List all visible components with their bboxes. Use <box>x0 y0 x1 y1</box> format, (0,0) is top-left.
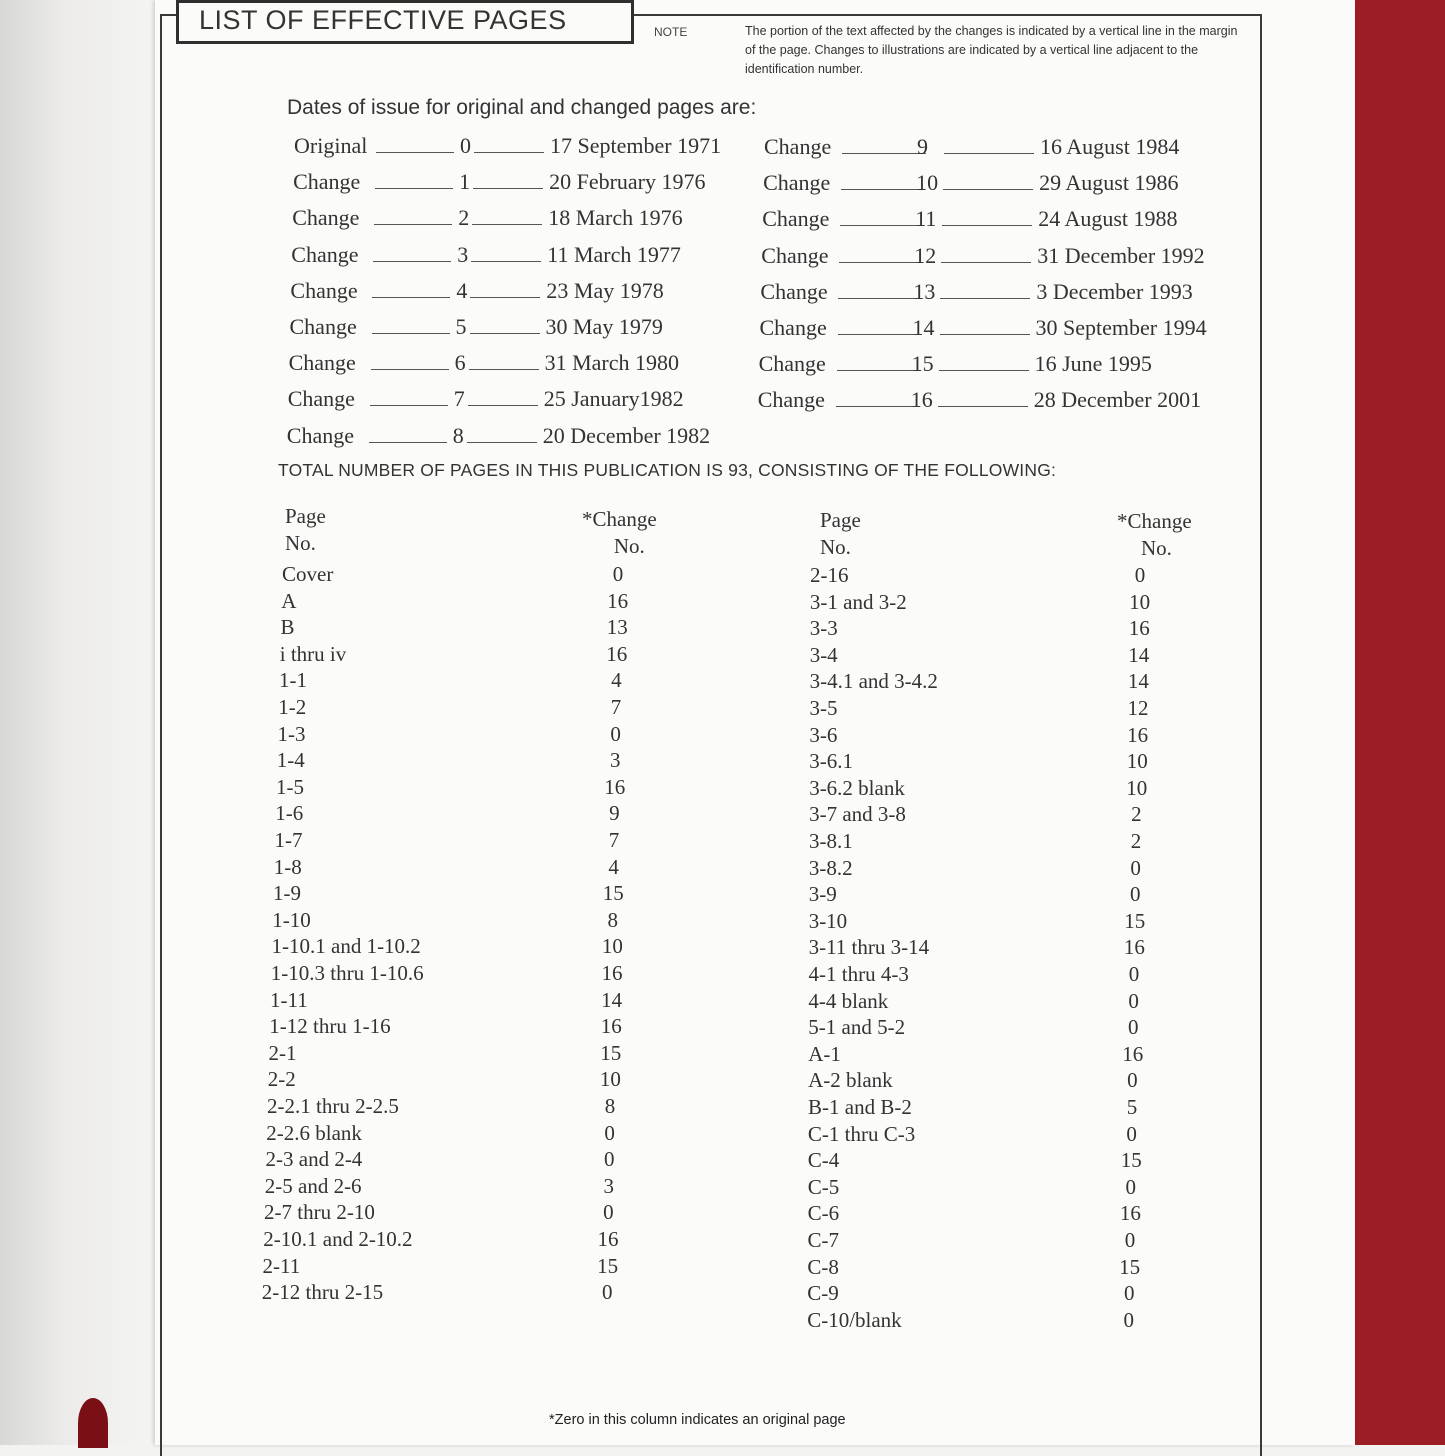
page-number-cell: 4-1 thru 4-3 <box>808 962 909 986</box>
date-row <box>762 206 1232 236</box>
change-number-cell: 15 <box>602 881 624 906</box>
change-label: Change <box>290 277 358 303</box>
page-number-cell: 2-5 and 2-6 <box>264 1173 362 1198</box>
leader-line <box>467 442 537 443</box>
issue-date: 31 December 1992 <box>1037 242 1205 268</box>
change-number-cell: 4 <box>608 854 619 879</box>
page-number-cell: 1-10 <box>272 907 311 932</box>
date-row <box>294 133 764 163</box>
change-number: 4 <box>456 277 468 303</box>
change-number-cell: 15 <box>1124 908 1146 933</box>
leader-line <box>940 298 1030 299</box>
date-row <box>764 134 1234 164</box>
change-number: 0 <box>460 133 471 158</box>
page-number-cell: 5-1 and 5-2 <box>808 1015 906 1040</box>
change-number-cell: 0 <box>1130 855 1141 880</box>
change-number-cell: 0 <box>612 562 624 586</box>
change-number-cell: 0 <box>604 1120 615 1145</box>
change-number-cell: 10 <box>1126 749 1148 774</box>
change-number: 1 <box>459 169 471 195</box>
change-label: Change <box>759 315 827 340</box>
change-number-cell: 16 <box>1122 1041 1144 1066</box>
leader-line <box>838 298 922 299</box>
page-number-cell: 3-7 and 3-8 <box>809 802 906 827</box>
date-row <box>758 387 1228 417</box>
leader-line <box>470 333 540 334</box>
change-label: Change <box>757 387 825 413</box>
change-number-cell: 0 <box>1123 1281 1135 1306</box>
left-page-header <box>285 503 326 557</box>
change-label: Change <box>758 351 826 377</box>
page-number-cell: 2-2 <box>267 1067 296 1092</box>
left-page-header-line2: No. <box>285 531 316 555</box>
change-number: 9 <box>917 134 928 159</box>
date-row <box>292 205 762 235</box>
change-label: Change <box>763 170 831 196</box>
page-number-cell: C-10/blank <box>807 1307 902 1332</box>
page-number-cell: 3-6 <box>809 722 838 747</box>
change-number-cell: 16 <box>606 641 628 666</box>
change-number-cell: 8 <box>604 1094 616 1118</box>
issue-date: 20 February 1976 <box>549 169 706 195</box>
date-row <box>759 351 1229 381</box>
page-number-cell: 1-5 <box>276 774 304 799</box>
leader-line <box>842 153 926 154</box>
change-number-cell: 7 <box>610 695 622 719</box>
page-number-cell: 2-10.1 and 2-10.2 <box>263 1227 413 1251</box>
leader-line <box>373 261 451 262</box>
change-number-cell: 12 <box>1127 696 1149 720</box>
page-number-cell: 2-2.1 thru 2-2.5 <box>267 1094 399 1118</box>
change-number-cell: 16 <box>1127 722 1149 747</box>
change-number-cell: 14 <box>601 987 623 1012</box>
change-label: Change <box>293 169 361 195</box>
page-number-cell: C-1 thru C-3 <box>807 1121 916 1146</box>
change-number-cell: 3 <box>609 748 621 773</box>
page-number-cell: A-1 <box>808 1041 841 1066</box>
change-number: 10 <box>916 170 939 196</box>
change-number-cell: 10 <box>1129 589 1151 614</box>
change-number-cell: 15 <box>597 1253 619 1278</box>
leader-line <box>468 405 538 406</box>
change-number-cell: 16 <box>604 774 626 799</box>
page-number-cell: C-6 <box>807 1201 840 1226</box>
change-number-cell: 10 <box>601 934 623 959</box>
leader-line <box>470 297 540 298</box>
date-row <box>760 279 1230 309</box>
page-number-cell: C-7 <box>807 1228 839 1252</box>
right-page-header-line1: Page <box>820 508 861 532</box>
date-row <box>291 242 761 272</box>
page-number-cell: 3-10 <box>808 908 848 933</box>
leader-line <box>372 297 450 298</box>
change-number-cell: 0 <box>603 1200 614 1225</box>
change-number-cell: 0 <box>610 721 621 746</box>
page-number-cell: B <box>280 615 295 640</box>
change-number-cell: 15 <box>1119 1254 1141 1279</box>
note-text: The portion of the text affected by the changes is indicated by a vertical line in the margin of the page. Changes to illustrations are indicated by a vertical line adjacent to the identification number. <box>745 24 1238 76</box>
page-number-cell: C-4 <box>807 1148 840 1173</box>
leader-line <box>841 189 925 190</box>
page-number-cell: 2-2.6 blank <box>266 1120 362 1145</box>
issue-date: 18 March 1976 <box>548 205 683 231</box>
change-number-cell: 16 <box>1123 935 1145 960</box>
change-number-cell: 0 <box>1128 962 1140 986</box>
change-number-cell: 0 <box>1127 1015 1139 1040</box>
page-number-cell: 3-4.1 and 3-4.2 <box>809 669 938 694</box>
binder-clip <box>78 1398 108 1448</box>
change-number-cell: 0 <box>1125 1174 1137 1199</box>
page-number-cell: 1-3 <box>277 721 306 746</box>
leader-line <box>942 225 1032 226</box>
change-number-cell: 13 <box>606 615 628 640</box>
leader-line <box>939 370 1029 371</box>
issue-date: 17 September 1971 <box>550 133 722 158</box>
issue-date: 3 December 1993 <box>1036 278 1193 304</box>
total-pages-statement: TOTAL NUMBER OF PAGES IN THIS PUBLICATION IS 93, CONSISTING OF THE FOLLOWING: <box>278 460 1057 480</box>
leader-line <box>839 262 923 263</box>
change-number-cell: 14 <box>1128 642 1150 667</box>
change-number-cell: 16 <box>1128 616 1150 641</box>
date-row <box>289 350 759 380</box>
page-number-cell: 4-4 blank <box>808 988 889 1013</box>
leader-line <box>474 152 544 153</box>
change-label: Original <box>294 133 368 158</box>
leader-line <box>941 262 1031 263</box>
page-number-cell: 3-9 <box>808 882 837 907</box>
leader-line <box>940 334 1030 335</box>
page-number-cell: 1-10.1 and 1-10.2 <box>271 934 421 959</box>
page-number-cell: 1-2 <box>278 695 307 719</box>
page-number-cell: 1-12 thru 1-16 <box>269 1014 391 1039</box>
change-number-cell: 9 <box>609 801 620 826</box>
date-row <box>288 386 758 416</box>
page-title: LIST OF EFFECTIVE PAGES <box>199 5 567 35</box>
change-label: Change <box>761 242 829 268</box>
change-number-cell: 16 <box>600 1014 622 1039</box>
page-number-cell: C-8 <box>807 1254 839 1279</box>
page-number-cell: 3-8.2 <box>808 855 853 880</box>
leader-line <box>473 188 543 189</box>
change-number-cell: 16 <box>601 961 623 985</box>
page-number-cell: Cover <box>282 562 334 586</box>
change-number: 5 <box>455 314 467 339</box>
leader-line <box>938 406 1028 407</box>
leader-line <box>370 405 448 406</box>
issue-date: 20 December 1982 <box>542 422 711 448</box>
leader-line <box>371 369 449 370</box>
change-number-cell: 16 <box>1119 1201 1141 1226</box>
date-row <box>287 423 757 453</box>
page-number-cell: 3-5 <box>809 696 838 720</box>
right-change-header <box>1117 508 1192 562</box>
page-number-cell: 2-11 <box>262 1253 301 1278</box>
issue-date: 31 March 1980 <box>544 350 680 376</box>
change-label: Change <box>760 278 828 304</box>
page-number-cell: 1-6 <box>275 801 304 826</box>
page-number-cell: 1-4 <box>276 748 305 773</box>
page-number-cell: 3-6.2 blank <box>809 775 905 800</box>
page-number-cell: C-9 <box>807 1281 839 1306</box>
issue-date: 11 March 1977 <box>547 241 681 267</box>
change-number-cell: 16 <box>607 588 629 613</box>
leader-line <box>369 442 447 443</box>
page-number-cell: 1-10.3 thru 1-10.6 <box>270 961 424 985</box>
leader-line <box>471 261 541 262</box>
page-number-cell: 1-11 <box>270 987 308 1012</box>
issue-date: 16 August 1984 <box>1040 134 1180 159</box>
change-label: Change <box>288 350 356 376</box>
change-label: Change <box>764 134 832 159</box>
page-number-cell: i thru iv <box>279 641 347 666</box>
date-row <box>290 314 760 344</box>
leader-line <box>376 152 454 153</box>
background-red-surface <box>1350 0 1445 1445</box>
change-number: 3 <box>457 241 469 267</box>
date-row <box>763 170 1233 200</box>
change-label: Change <box>289 314 357 339</box>
change-number-cell: 0 <box>1127 1068 1138 1093</box>
date-row <box>760 315 1230 345</box>
left-change-header-line2: No. <box>613 534 645 558</box>
page-number-cell: 3-4 <box>809 642 838 667</box>
page-stack-edge <box>0 0 160 1445</box>
change-label: Change <box>291 241 359 267</box>
issue-date: 30 May 1979 <box>545 314 663 339</box>
change-number: 15 <box>911 351 934 377</box>
page-number-cell: 3-8.1 <box>809 829 853 853</box>
page-number-cell: 1-9 <box>273 881 301 906</box>
right-change-header-line1: *Change <box>1117 509 1192 533</box>
page-number-cell: 3-11 thru 3-14 <box>808 935 930 960</box>
change-label: Change <box>287 386 355 412</box>
change-number-cell: 14 <box>1127 669 1149 694</box>
change-number-cell: 10 <box>599 1067 621 1092</box>
change-number-cell: 2 <box>1131 802 1142 827</box>
page-number-cell: 1-7 <box>274 828 303 852</box>
change-number: 14 <box>912 315 935 340</box>
change-number-cell: 7 <box>608 828 620 852</box>
change-number-cell: 10 <box>1126 775 1148 800</box>
change-number-cell: 5 <box>1126 1095 1138 1119</box>
change-number-cell: 4 <box>611 668 622 693</box>
change-number-cell: 0 <box>601 1280 613 1305</box>
page-number-cell: A <box>281 588 297 613</box>
leader-line <box>837 370 921 371</box>
page-number-cell: 3-1 and 3-2 <box>809 589 907 614</box>
title-box <box>176 0 634 44</box>
page-number-cell: 2-3 and 2-4 <box>265 1147 363 1172</box>
change-number: 6 <box>454 350 466 376</box>
change-number-cell: 3 <box>603 1173 615 1198</box>
change-number: 2 <box>458 205 470 231</box>
leader-line <box>374 224 452 225</box>
change-label: Change <box>292 205 360 231</box>
change-number-cell: 0 <box>1129 882 1141 907</box>
page-number-cell: 2-7 thru 2-10 <box>264 1200 375 1225</box>
change-number: 12 <box>914 242 937 268</box>
leader-line <box>944 153 1034 154</box>
leader-line <box>469 369 539 370</box>
page-number-cell: 3-6.1 <box>809 749 854 774</box>
page-number-cell: A-2 blank <box>808 1068 893 1093</box>
change-number: 7 <box>453 386 465 412</box>
page-number-cell: 2-16 <box>810 563 849 587</box>
leader-line <box>838 334 922 335</box>
issue-date: 25 January1982 <box>543 386 684 412</box>
change-number: 11 <box>915 206 937 232</box>
date-row <box>293 169 763 199</box>
change-label: Change <box>762 206 830 232</box>
change-number-cell: 2 <box>1130 829 1142 853</box>
left-change-header <box>582 506 657 560</box>
right-page-header <box>820 507 861 561</box>
page-number-cell: 1-1 <box>279 668 307 693</box>
change-number-cell: 0 <box>603 1147 615 1172</box>
change-number-cell: 0 <box>1126 1121 1137 1146</box>
issue-date: 16 June 1995 <box>1034 351 1152 377</box>
page-number-cell: 2-1 <box>268 1040 297 1065</box>
leader-line <box>375 188 453 189</box>
right-page-header-line2: No. <box>820 535 851 559</box>
page-number-cell: 3-3 <box>809 616 838 641</box>
date-row <box>761 243 1231 273</box>
page-number-cell: 1-8 <box>273 854 302 879</box>
issue-date: 23 May 1978 <box>546 277 664 303</box>
change-number: 16 <box>910 387 933 413</box>
change-number-cell: 0 <box>1134 563 1146 587</box>
note-label: NOTE <box>654 25 688 39</box>
page-number-cell: C-5 <box>807 1174 840 1199</box>
leader-line <box>836 406 920 407</box>
page-number-cell: 2-12 thru 2-15 <box>261 1280 384 1305</box>
issue-date: 24 August 1988 <box>1038 206 1178 232</box>
footnote: *Zero in this column indicates an original page <box>549 1412 846 1428</box>
right-change-header-line2: No. <box>1141 536 1172 560</box>
change-number-cell: 0 <box>1128 988 1139 1013</box>
change-number-cell: 16 <box>597 1227 619 1251</box>
change-number-cell: 0 <box>1124 1228 1136 1252</box>
leader-line <box>472 224 542 225</box>
issue-date: 30 September 1994 <box>1035 315 1207 340</box>
leader-line <box>372 333 450 334</box>
left-change-header-line1: *Change <box>582 507 657 531</box>
change-number-cell: 8 <box>607 907 619 932</box>
date-row <box>290 278 760 308</box>
change-number: 13 <box>913 278 936 304</box>
issue-date: 29 August 1986 <box>1039 170 1179 196</box>
leader-line <box>840 225 924 226</box>
dates-heading: Dates of issue for original and changed pages are: <box>287 96 757 119</box>
change-number-cell: 15 <box>1120 1148 1142 1173</box>
issue-date: 28 December 2001 <box>1033 387 1202 413</box>
change-number-cell: 15 <box>600 1040 622 1065</box>
page-number-cell: B-1 and B-2 <box>808 1095 912 1119</box>
leader-line <box>943 189 1033 190</box>
change-label: Change <box>286 422 354 448</box>
change-number: 8 <box>452 422 464 448</box>
left-page-header-line1: Page <box>285 504 326 528</box>
change-number-cell: 0 <box>1123 1307 1135 1332</box>
